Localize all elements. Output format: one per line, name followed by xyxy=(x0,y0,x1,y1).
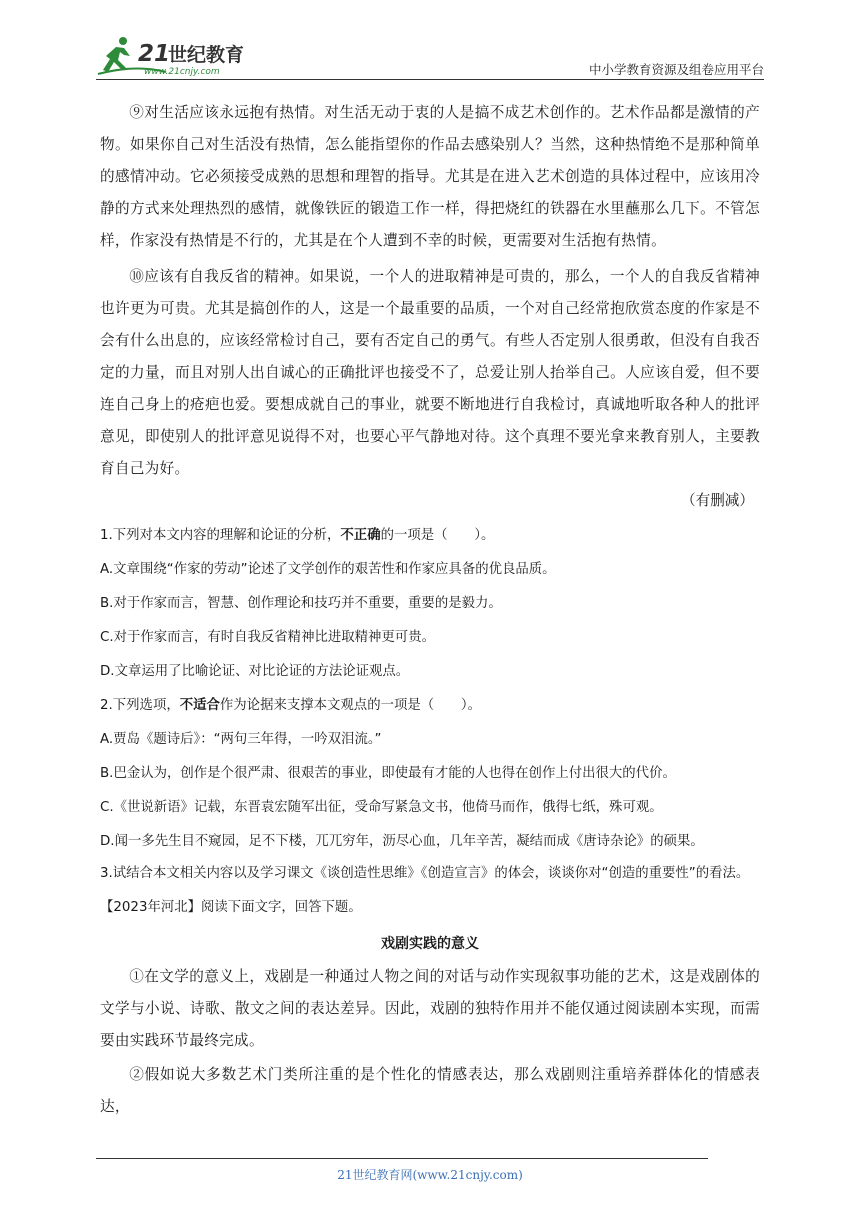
runner-logo-icon xyxy=(96,34,266,78)
page-content xyxy=(100,97,760,1123)
footer-text: 21世纪教育网(www.21cnjy.com) xyxy=(337,1168,523,1182)
svg-text:www.21cnjy.com: www.21cnjy.com xyxy=(144,67,220,77)
logo xyxy=(96,34,266,78)
question-1-stem: 1.下列对本文内容的理解和论证的分析，不正确的一项是（ ）。 xyxy=(100,528,495,543)
question-2-stem: 2.下列选项，不适合作为论据来支撑本文观点的一项是（ ）。 xyxy=(100,698,482,713)
reading-paragraph-1: ①在文学的意义上，戏剧是一种通过人物之间的对话与动作实现叙事功能的艺术，这是戏剧体的文学与小说、诗歌、散文之间的表达差异。因此，戏剧的独特作用并不能仅通过阅读剧本实现，而需要由实践环节最终完成。 xyxy=(100,968,760,1049)
reading-paragraph-2: ②假如说大多数艺术门类所注重的是个性化的情感表达，那么戏剧则注重培养群体化的情感表达， xyxy=(100,1066,760,1115)
reading-title: 戏剧实践的意义 xyxy=(381,936,479,952)
header-divider xyxy=(96,79,764,80)
question-1-option-d: D.文章运用了比喻论证、对比论证的方法论证观点。 xyxy=(100,664,410,679)
question-2-option-b: B.巴金认为，创作是个很严肃、很艰苦的事业，即使最有才能的人也得在创作上付出很大的代价。 xyxy=(100,766,676,781)
question-2-option-c: C.《世说新语》记载，东晋袁宏随军出征，受命写紧急文书，他倚马而作，俄得七纸，殊可观。 xyxy=(100,800,663,815)
question-1-option-b: B.对于作家而言，智慧、创作理论和技巧并不重要，重要的是毅力。 xyxy=(100,596,502,611)
question-1-option-c: C.对于作家而言，有时自我反省精神比进取精神更可贵。 xyxy=(100,630,435,645)
question-3-stem: 3.试结合本文相关内容以及学习课文《谈创造性思维》《创造宣言》的体会，谈谈你对“创造的重要性”的看法。 xyxy=(100,866,750,881)
svg-text:世纪教育: 世纪教育 xyxy=(168,44,245,66)
article-paragraph-9: ⑨对生活应该永远抱有热情。对生活无动于衷的人是搞不成艺术创作的。艺术作品都是激情的产物。如果你自己对生活没有热情，怎么能指望你的作品去感染别人？当然，这种热情绝不是那种简单的感情冲动。它必须接受成熟的思想和理智的指导。尤其是在进入艺术创造的具体过程中，应该用冷静的方式来处理热烈的感情，就像铁匠的锻造工作一样，得把烧红的铁器在水里蘸那么几下。不管怎样，作家没有热情是不行的，尤其是在个人遭到不幸的时候，更需要对生活抱有热情。 xyxy=(100,104,760,249)
question-1-option-a: A.文章围绕“作家的劳动”论述了文学创作的艰苦性和作家应具备的优良品质。 xyxy=(100,562,556,577)
reading-intro: 【2023年河北】阅读下面文字，回答下题。 xyxy=(100,900,362,915)
platform-name: 中小学教育资源及组卷应用平台 xyxy=(588,62,764,77)
source-note: （有删减） xyxy=(681,492,754,509)
question-2-option-d: D.闻一多先生目不窥园，足不下楼，兀兀穷年，沥尽心血，几年辛苦，凝结而成《唐诗杂论》的硕果。 xyxy=(100,834,704,849)
page-header xyxy=(0,0,860,82)
footer-divider xyxy=(96,1158,708,1159)
svg-text:21: 21 xyxy=(138,41,171,67)
question-2-option-a: A.贾岛《题诗后》：“两句三年得，一吟双泪流。” xyxy=(100,732,382,747)
article-paragraph-10: ⑩应该有自我反省的精神。如果说，一个人的进取精神是可贵的，那么，一个人的自我反省精神也许更为可贵。尤其是搞创作的人，这是一个最重要的品质，一个对自己经常抱欣赏态度的作家是不会有什么出息的，应该经常检讨自己，要有否定自己的勇气。有些人否定别人很勇敢，但没有自我否定的力量，而且对别人出自诚心的正确批评也接受不了，总爱让别人抬举自己。人应该自爱，但不要连自己身上的疮疤也爱。要想成就自己的事业，就要不断地进行自我检讨，真诚地听取各种人的批评意见，即使别人的批评意见说得不对，也要心平气静地对待。这个真理不要光拿来教育别人，主要教育自己为好。 xyxy=(100,268,760,477)
